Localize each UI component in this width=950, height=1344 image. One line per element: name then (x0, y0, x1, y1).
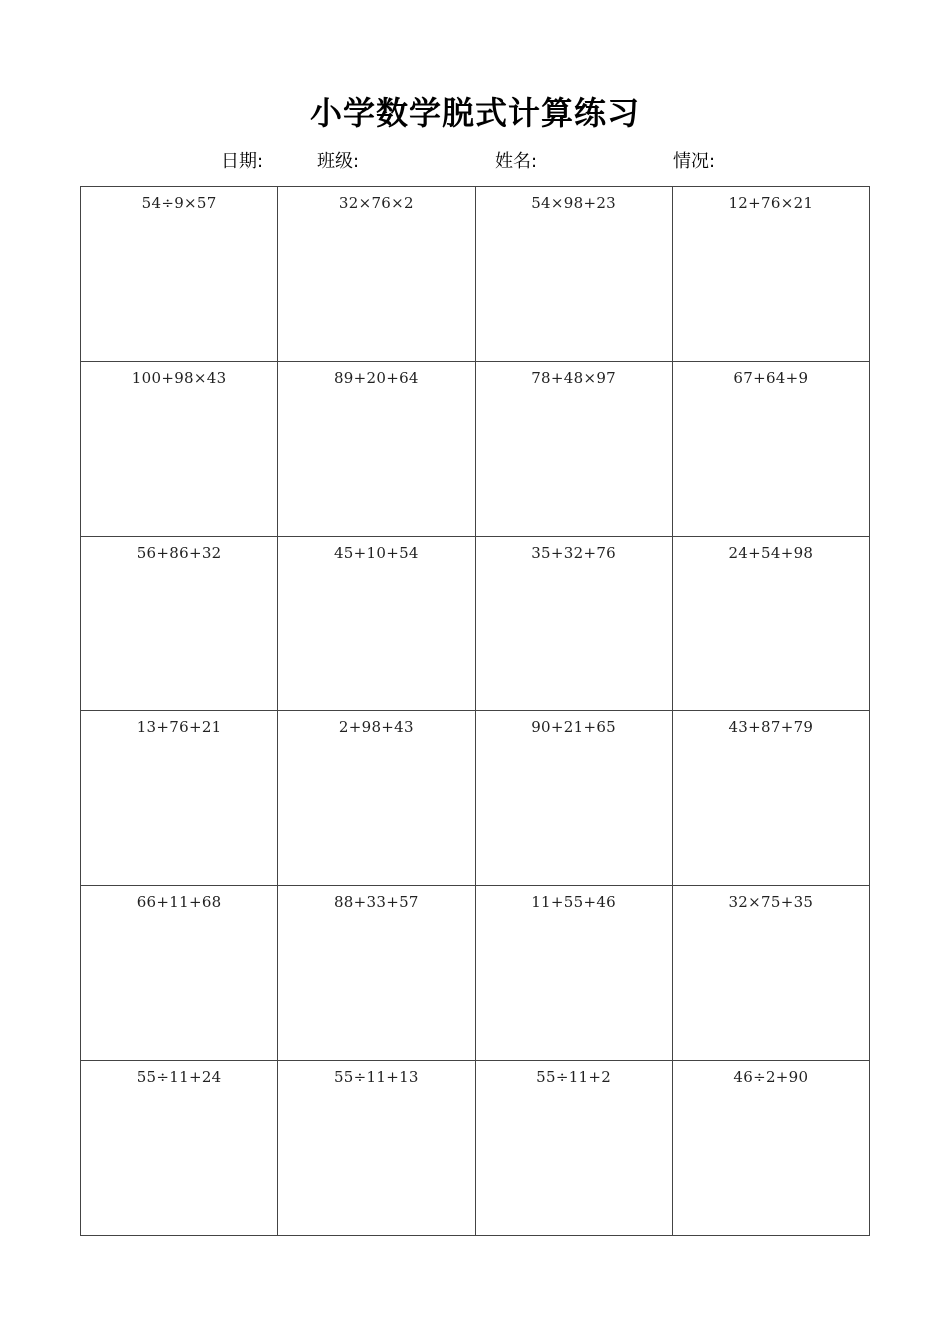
problem-cell[interactable] (81, 537, 278, 712)
problem-expression: 90+21+65 (531, 718, 617, 737)
problem-expression: 55÷11+13 (333, 1068, 419, 1087)
problem-cell[interactable] (673, 886, 870, 1061)
problem-cell[interactable] (278, 1061, 475, 1236)
problem-cell[interactable] (476, 711, 673, 886)
problem-cell[interactable] (278, 711, 475, 886)
problem-expression: 12+76×21 (728, 194, 814, 212)
problem-cell[interactable] (81, 187, 278, 362)
class-label: 班级: (317, 151, 360, 172)
problem-expression: 35+32+76 (531, 543, 617, 562)
problem-cell[interactable] (81, 1061, 278, 1236)
problem-expression: 88+33+57 (333, 893, 419, 912)
problem-cell[interactable] (476, 187, 673, 362)
problem-expression: 56+86+32 (136, 543, 222, 562)
problem-cell[interactable] (81, 362, 278, 537)
problem-cell[interactable] (81, 886, 278, 1061)
problem-expression: 2+98+43 (338, 718, 414, 737)
problem-cell[interactable] (476, 537, 673, 712)
problem-expression: 45+10+54 (333, 543, 419, 562)
problem-expression: 32×76×2 (338, 194, 414, 212)
date-label: 日期: (221, 151, 264, 172)
problem-expression: 13+76+21 (136, 718, 222, 737)
problem-expression: 89+20+64 (333, 368, 419, 387)
problem-cell[interactable] (278, 362, 475, 537)
problem-cell[interactable] (673, 711, 870, 886)
problem-expression: 55÷11+2 (536, 1068, 612, 1087)
problem-cell[interactable] (476, 1061, 673, 1236)
problem-expression: 43+87+79 (728, 718, 814, 737)
problem-expression: 11+55+46 (531, 893, 617, 912)
problem-expression: 24+54+98 (728, 543, 814, 562)
problem-expression: 46÷2+90 (733, 1068, 809, 1087)
problem-expression: 55÷11+24 (136, 1068, 222, 1087)
name-label: 姓名: (495, 151, 538, 172)
problem-expression: 78+48×97 (531, 368, 617, 387)
problem-expression: 66+11+68 (136, 893, 222, 912)
problem-cell[interactable] (476, 362, 673, 537)
problem-cell[interactable] (278, 886, 475, 1061)
page-title: 小学数学脱式计算练习 (309, 94, 640, 132)
problem-cell[interactable] (81, 711, 278, 886)
problem-cell[interactable] (476, 886, 673, 1061)
problem-grid (80, 186, 870, 1236)
problem-cell[interactable] (278, 537, 475, 712)
status-label: 情况: (673, 151, 716, 172)
problem-expression: 100+98×43 (131, 368, 227, 387)
problem-expression: 54×98+23 (531, 194, 617, 212)
problem-expression: 54÷9×57 (141, 194, 217, 212)
problem-expression: 32×75+35 (728, 893, 814, 912)
problem-expression: 67+64+9 (733, 368, 809, 387)
problem-cell[interactable] (673, 1061, 870, 1236)
problem-cell[interactable] (673, 187, 870, 362)
problem-cell[interactable] (673, 537, 870, 712)
problem-cell[interactable] (278, 187, 475, 362)
info-row (0, 148, 950, 176)
problem-cell[interactable] (673, 362, 870, 537)
